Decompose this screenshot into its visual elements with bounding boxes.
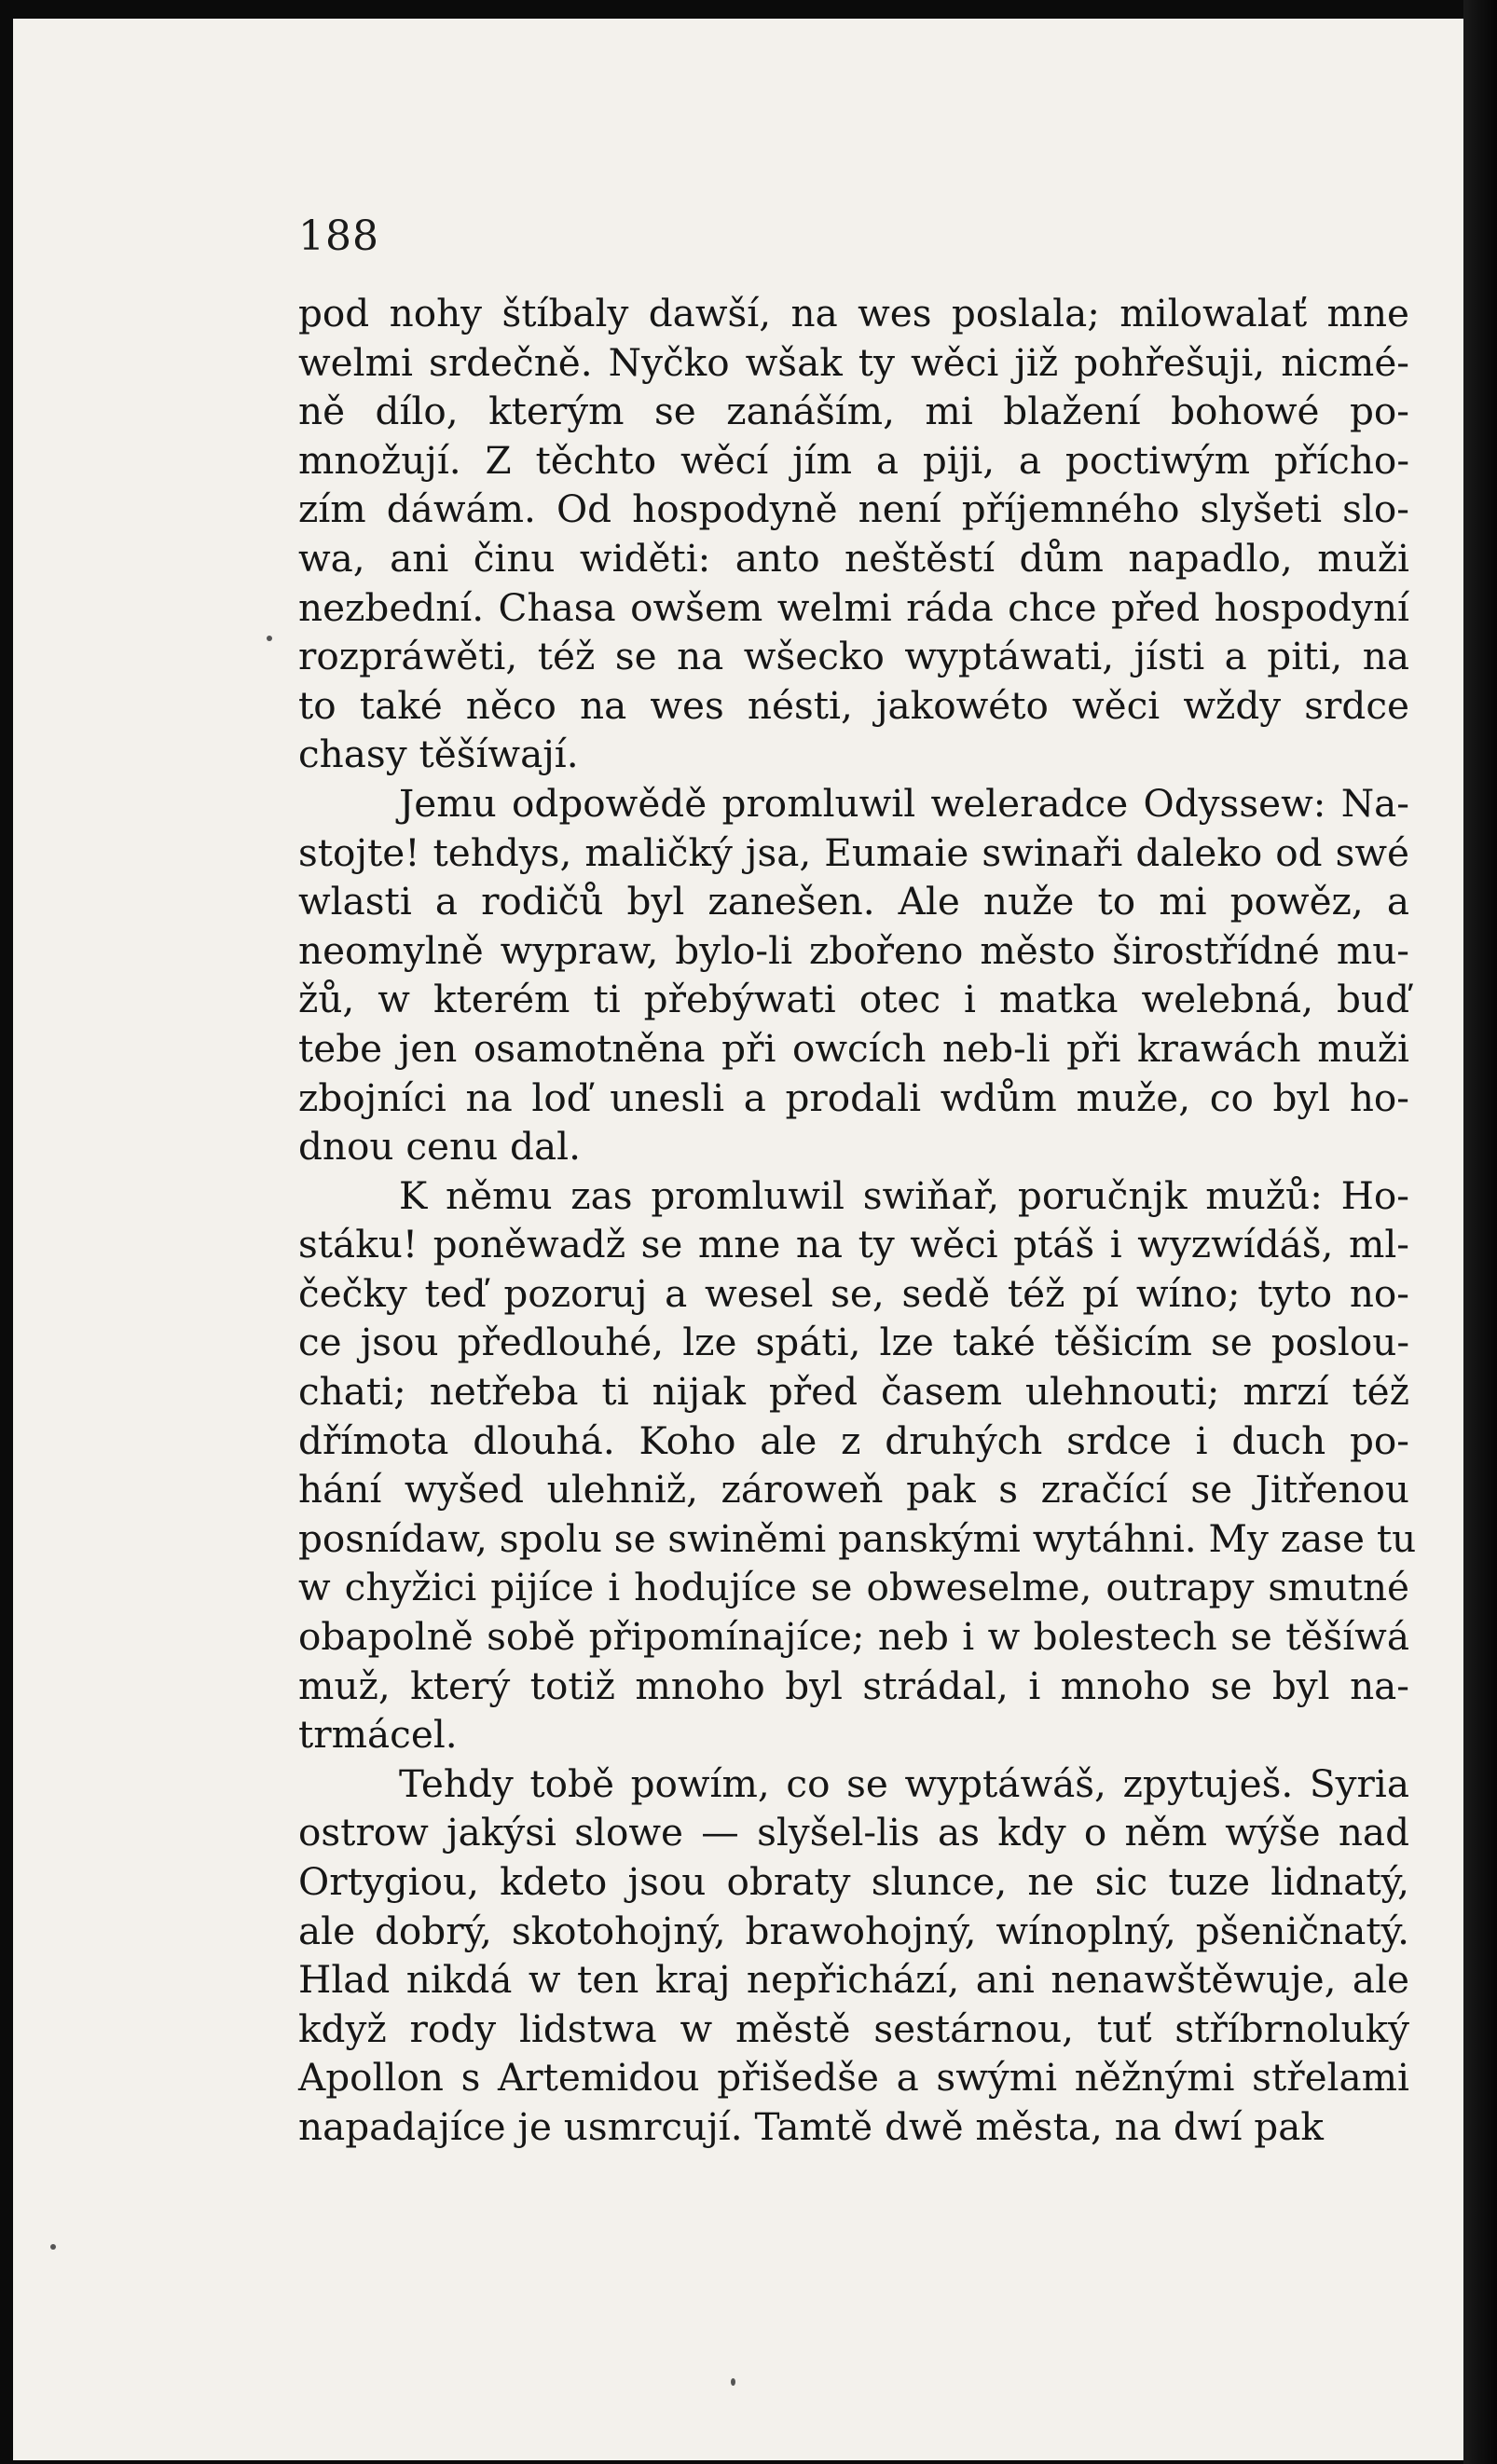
text-line: Apollon s Artemidou přišedše a swými něžnými střelami [298, 2055, 1409, 2101]
page-number: 188 [298, 212, 379, 260]
text-line: žů, w kterém ti přebýwati otec i matka welebná, buď [298, 977, 1409, 1022]
text-line: wlasti a rodičů byl zanešen. Ale nuže to mi powěz, a [298, 879, 1409, 924]
text-line: čečky teď pozoruj a wesel se, sedě též pí wíno; tyto no- [298, 1270, 1409, 1316]
text-line: zím dáwám. Od hospodyně není příjemného slyšeti slo- [298, 486, 1409, 532]
text-line: obapolně sobě připomínajíce; neb i w bolestech se těšíwá [298, 1614, 1409, 1660]
text-line: posnídaw, spolu se swiněmi panskými wytáhni. My zase tu [298, 1515, 1417, 1561]
paragraph [298, 779, 1409, 1171]
text-line: muž, který totiž mnoho byl strádal, i mnoho se byl na- [298, 1663, 1409, 1708]
text-line: trmácel. [298, 1712, 458, 1758]
text-line: chasy těšíwají. [298, 732, 579, 777]
paragraph [298, 289, 1409, 779]
text-line: Ortygiou, kdeto jsou obraty slunce, ne sic tuze lidnatý, [298, 1859, 1409, 1904]
page-edge-shadow [1463, 0, 1497, 2464]
text-line: napadajíce je usmrcují. Tamtě dwě města, na dwí pak [298, 2103, 1324, 2149]
text-line: K němu zas promluwil swiňař, poručnjk mužů: Ho- [399, 1172, 1409, 1218]
text-line: ale dobrý, skotohojný, brawohojný, wínoplný, pšeničnatý. [298, 1908, 1409, 1953]
text-line: welmi srdečně. Nyčko wšak ty wěci již pohřešuji, nicmé- [298, 339, 1409, 385]
body-text [298, 289, 1417, 2152]
text-line: pod nohy štíbaly dawší, na wes poslala; milowalať mne [298, 291, 1409, 335]
paper-speck [267, 636, 272, 641]
text-line: tebe jen osamotněna při owcích neb-li při krawách muži [298, 1025, 1409, 1071]
text-line: když rody lidstwa w městě sestárnou, tuť stříbrnoluký [298, 2005, 1409, 2051]
text-line: nezbední. Chasa owšem welmi ráda chce před hospodyní [298, 584, 1409, 630]
text-line: to také něco na wes nésti, jakowéto wěci wždy srdce [298, 682, 1409, 728]
text-line: chati; netřeba ti nijak před časem ulehnouti; mrzí též [298, 1369, 1409, 1415]
text-line: Tehdy tobě powím, co se wyptáwáš, zpytuješ. Syria [399, 1760, 1409, 1806]
text-line: množují. Z těchto wěcí jím a piji, a poctiwým přícho- [298, 437, 1409, 483]
book-page [13, 19, 1463, 2460]
text-line: Jemu odpowědě promluwil weleradce Odyssew: Na- [399, 780, 1409, 826]
text-line: dřímota dlouhá. Koho ale z druhých srdce i duch po- [298, 1417, 1409, 1463]
text-line: wa, ani činu widěti: anto neštěstí dům napadlo, muži [298, 535, 1409, 581]
text-line: zbojníci na loď unesli a prodali wdům muže, co byl ho- [298, 1075, 1409, 1120]
text-line: stojte! tehdys, maličký jsa, Eumaie swinaři daleko od swé [298, 829, 1409, 875]
text-line: rozpráwěti, též se na wšecko wyptáwati, jísti a piti, na [298, 634, 1409, 679]
paper-speck [731, 2378, 735, 2386]
text-line: hání wyšed ulehniž, zároweň pak s zračící se Jitřenou [298, 1467, 1409, 1513]
text-line: ostrow jakýsi slowe — slyšel-lis as kdy o něm wýše nad [298, 1810, 1409, 1855]
text-line: dnou cenu dal. [298, 1124, 581, 1170]
text-line: stáku! poněwadž se mne na ty wěci ptáš i wyzwídáš, ml- [298, 1222, 1409, 1267]
paper-speck [50, 2244, 56, 2250]
text-line: w chyžici pijíce i hodujíce se obweselme, outrapy smutné [298, 1565, 1409, 1610]
paragraph [298, 1759, 1409, 2152]
text-line: Hlad nikdá w ten kraj nepřichází, ani nenawštěwuje, ale [298, 1957, 1409, 2003]
text-line: ně dílo, kterým se zanáším, mi blažení bohowé po- [298, 389, 1409, 434]
paragraph [298, 1171, 1417, 1759]
text-line: neomylně wypraw, bylo-li zbořeno město širostřídné mu- [298, 927, 1409, 973]
text-line: ce jsou předlouhé, lze spáti, lze také těšicím se poslou- [298, 1320, 1409, 1365]
